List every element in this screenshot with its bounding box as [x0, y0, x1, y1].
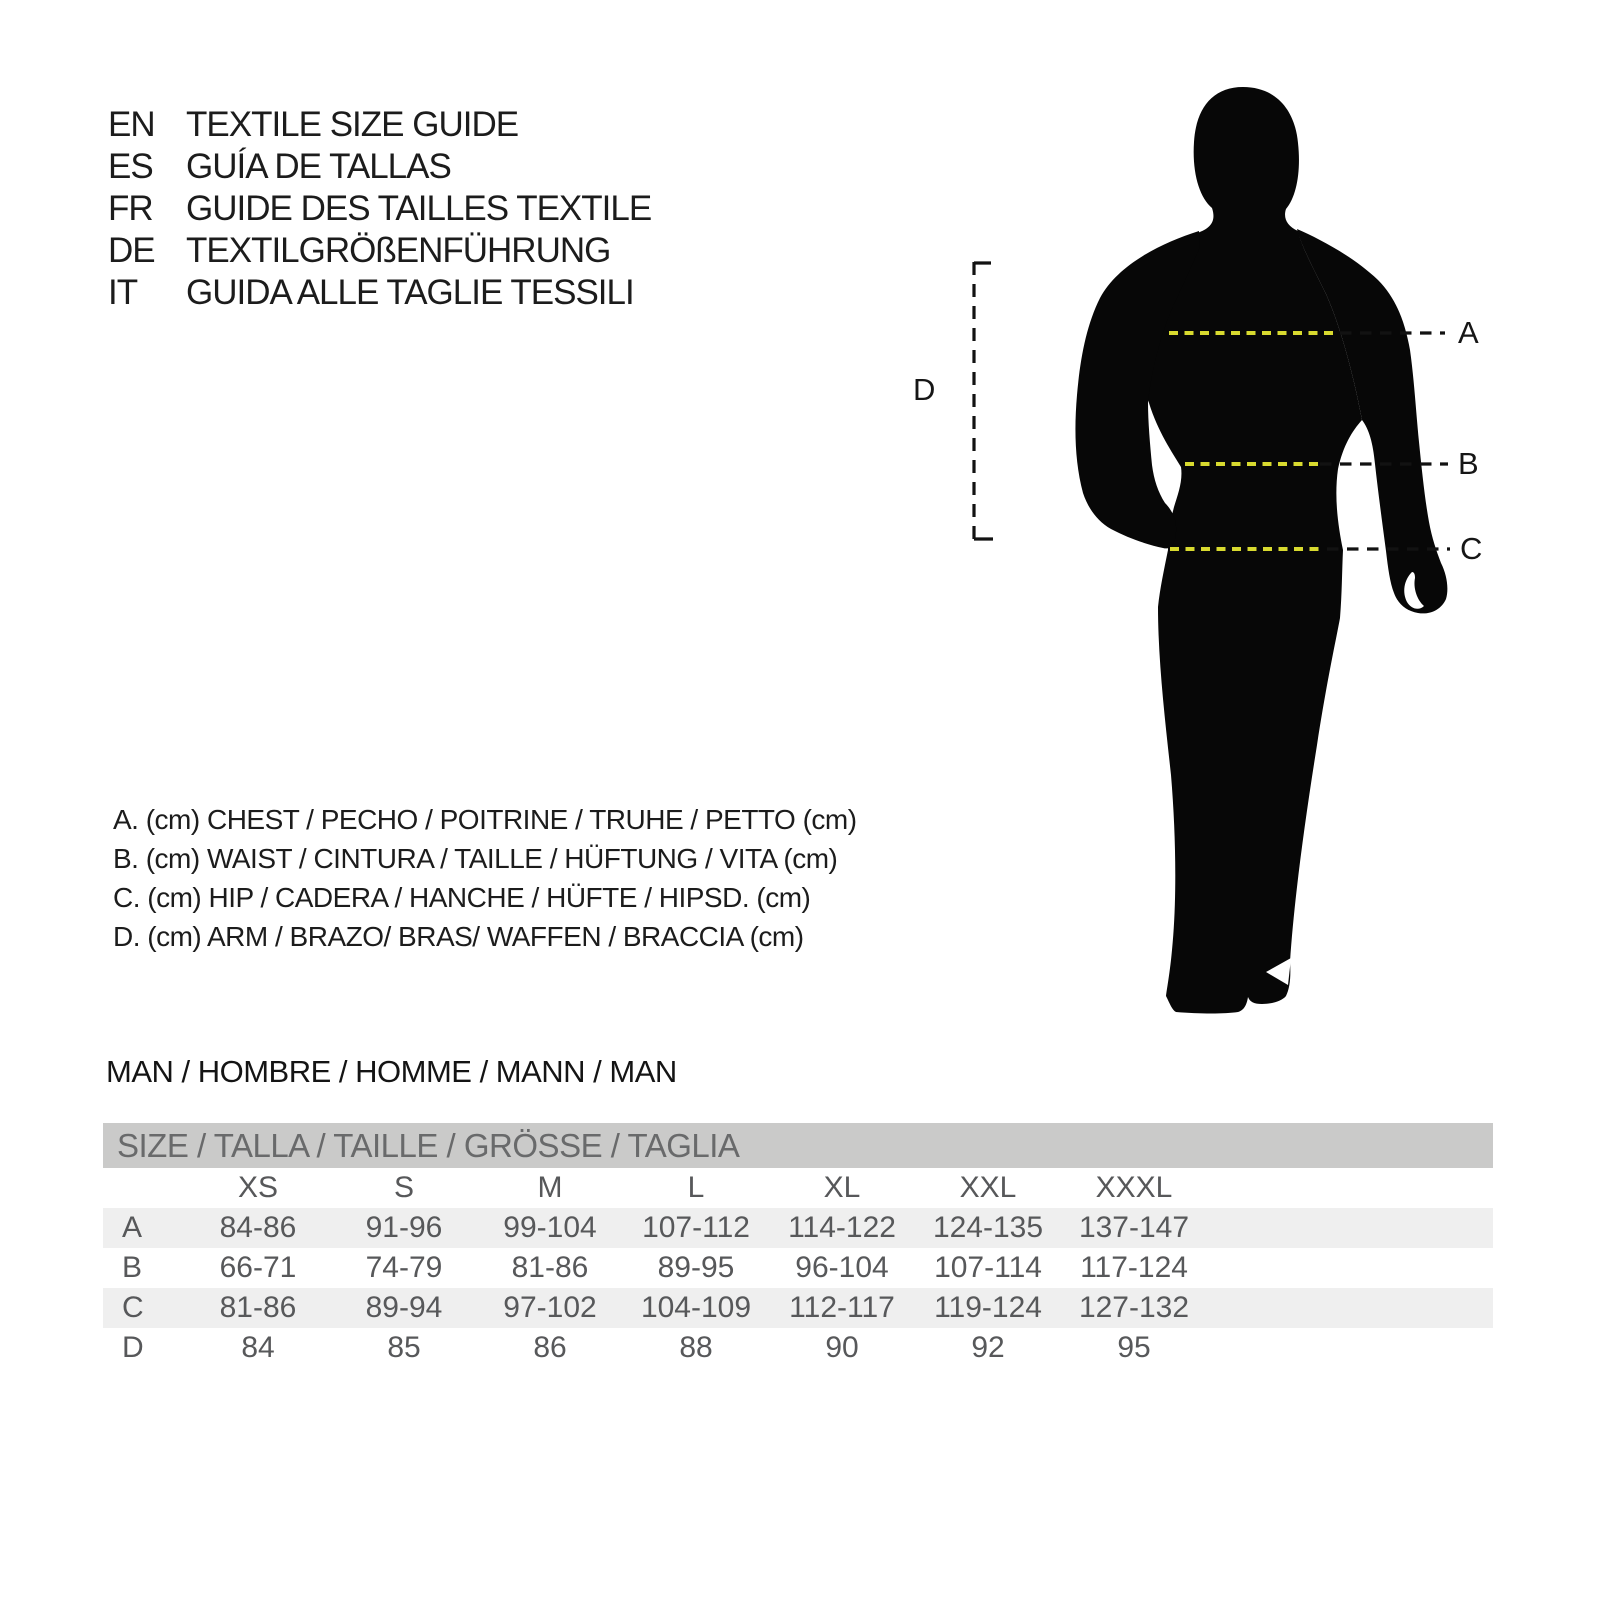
man-silhouette-body	[1100, 87, 1362, 1014]
cell-d-l: 88	[679, 1331, 713, 1364]
legend-arm: D. (cm) ARM / BRAZO/ BRAS/ WAFFEN / BRACCIA (cm)	[113, 920, 804, 952]
cell-c-xl: 112-117	[789, 1291, 895, 1324]
guide-title-es: GUÍA DE TALLAS	[186, 147, 451, 186]
cell-a-xxl: 124-135	[932, 1211, 1044, 1244]
cell-a-xl: 114-122	[788, 1211, 896, 1244]
size-columns-row	[103, 1168, 1493, 1208]
row-label: C	[122, 1291, 144, 1324]
language-code: ES	[108, 147, 153, 186]
cell-d-xxl: 92	[971, 1331, 1005, 1364]
row-label: B	[122, 1251, 143, 1284]
group-title-man: MAN / HOMBRE / HOMME / MANN / MAN	[106, 1054, 677, 1089]
size-table-header: SIZE / TALLA / TAILLE / GRÖSSE / TAGLIA	[103, 1123, 1493, 1168]
measurement-legend	[113, 800, 857, 956]
cell-b-xxl: 107-114	[934, 1251, 1042, 1284]
hip-label-c: C	[1460, 531, 1483, 566]
size-table	[103, 1123, 1493, 1368]
size-col-m: M	[537, 1171, 563, 1204]
size-col-l: L	[687, 1171, 705, 1204]
cell-c-xxxl: 127-132	[1078, 1291, 1190, 1324]
cell-c-xxl: 119-124	[934, 1291, 1042, 1324]
table-row-b	[103, 1248, 1493, 1288]
guide-title-de: TEXTILGRÖßENFÜHRUNG	[186, 231, 611, 270]
legend-hip: C. (cm) HIP / CADERA / HANCHE / HÜFTE / HIPSD. (cm)	[113, 881, 811, 913]
size-col-xl: XL	[823, 1171, 861, 1204]
cell-d-xxxl: 95	[1117, 1331, 1151, 1364]
cell-c-m: 97-102	[503, 1291, 597, 1324]
size-col-s: S	[393, 1171, 414, 1204]
cell-b-l: 89-95	[657, 1251, 735, 1284]
legend-chest: A. (cm) CHEST / PECHO / POITRINE / TRUHE / PETTO (cm)	[113, 803, 857, 835]
cell-b-xxxl: 117-124	[1080, 1251, 1188, 1284]
legend-waist: B. (cm) WAIST / CINTURA / TAILLE / HÜFTUNG / VITA (cm)	[113, 842, 838, 874]
guide-title-fr: GUIDE DES TAILLES TEXTILE	[186, 189, 652, 228]
cell-a-s: 91-96	[365, 1211, 443, 1244]
language-code: FR	[108, 189, 153, 228]
waist-label-b: B	[1458, 446, 1479, 481]
cell-c-xs: 81-86	[219, 1291, 297, 1324]
cell-a-l: 107-112	[642, 1211, 750, 1244]
cell-d-xs: 84	[241, 1331, 275, 1364]
cell-b-xl: 96-104	[795, 1251, 889, 1284]
language-code: EN	[108, 105, 155, 144]
guide-title-en: TEXTILE SIZE GUIDE	[186, 105, 519, 144]
cell-b-m: 81-86	[511, 1251, 589, 1284]
cell-a-xxxl: 137-147	[1078, 1211, 1190, 1244]
size-col-xxxl: XXXL	[1095, 1171, 1173, 1204]
cell-d-xl: 90	[825, 1331, 859, 1364]
guide-title-it: GUIDA ALLE TAGLIE TESSILI	[186, 273, 634, 312]
row-label: D	[122, 1331, 144, 1364]
cell-b-xs: 66-71	[219, 1251, 297, 1284]
table-row-c	[103, 1288, 1493, 1328]
language-code: IT	[108, 273, 138, 312]
cell-c-l: 104-109	[640, 1291, 752, 1324]
cell-d-m: 86	[533, 1331, 567, 1364]
cell-c-s: 89-94	[365, 1291, 443, 1324]
row-label: A	[122, 1211, 143, 1244]
language-code: DE	[108, 231, 155, 270]
arm-label-d: D	[913, 372, 936, 407]
table-row-a	[103, 1208, 1493, 1248]
table-row-d	[103, 1328, 1493, 1368]
cell-a-m: 99-104	[503, 1211, 597, 1244]
cell-d-s: 85	[387, 1331, 421, 1364]
size-col-xs: XS	[237, 1171, 279, 1204]
cell-b-s: 74-79	[365, 1251, 443, 1284]
cell-a-xs: 84-86	[219, 1211, 297, 1244]
chest-label-a: A	[1458, 315, 1479, 350]
size-col-xxl: XXL	[959, 1171, 1017, 1204]
